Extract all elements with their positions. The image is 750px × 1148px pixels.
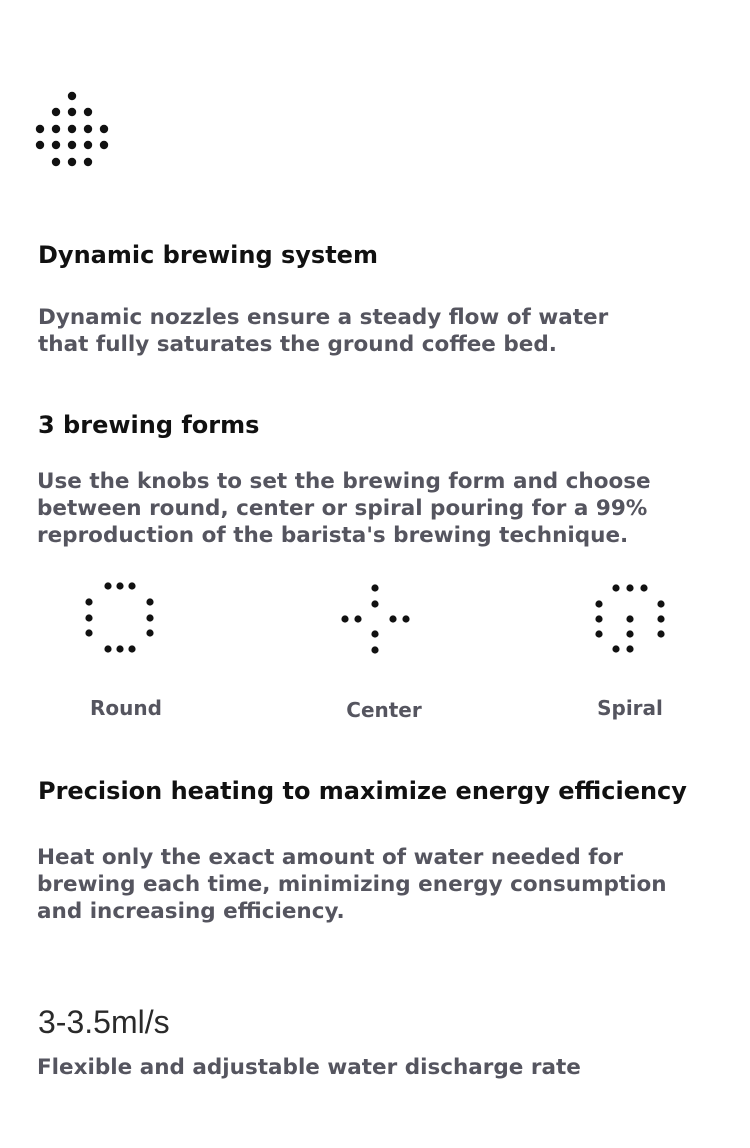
round-pattern-icon xyxy=(80,578,160,658)
precision-heating-title: Precision heating to maximize energy efficiency xyxy=(38,777,687,805)
spiral-pattern-icon xyxy=(590,580,670,660)
precision-heating-body: Heat only the exact amount of water needed for brewing each time, minimizing energy consumption and increasing efficiency. xyxy=(37,845,667,924)
center-pattern-label: Center xyxy=(346,698,422,722)
water-rate-caption: Flexible and adjustable water discharge rate xyxy=(37,1055,581,1080)
spiral-pattern-label: Spiral xyxy=(597,696,663,720)
center-pattern-icon xyxy=(336,580,416,660)
water-rate-value: 3-3.5ml/s xyxy=(38,1004,170,1040)
brewing-forms-title: 3 brewing forms xyxy=(38,411,260,439)
round-pattern-label: Round xyxy=(90,696,162,720)
dynamic-brewing-title: Dynamic brewing system xyxy=(38,241,378,269)
dynamic-brewing-body: Dynamic nozzles ensure a steady flow of water that fully saturates the ground coffee bed. xyxy=(38,305,609,357)
brewing-forms-body: Use the knobs to set the brewing form and choose between round, center or spiral pouring for a 99% reproduction of the barista's brewing technique. xyxy=(37,469,651,548)
nozzle-icon xyxy=(30,86,114,170)
